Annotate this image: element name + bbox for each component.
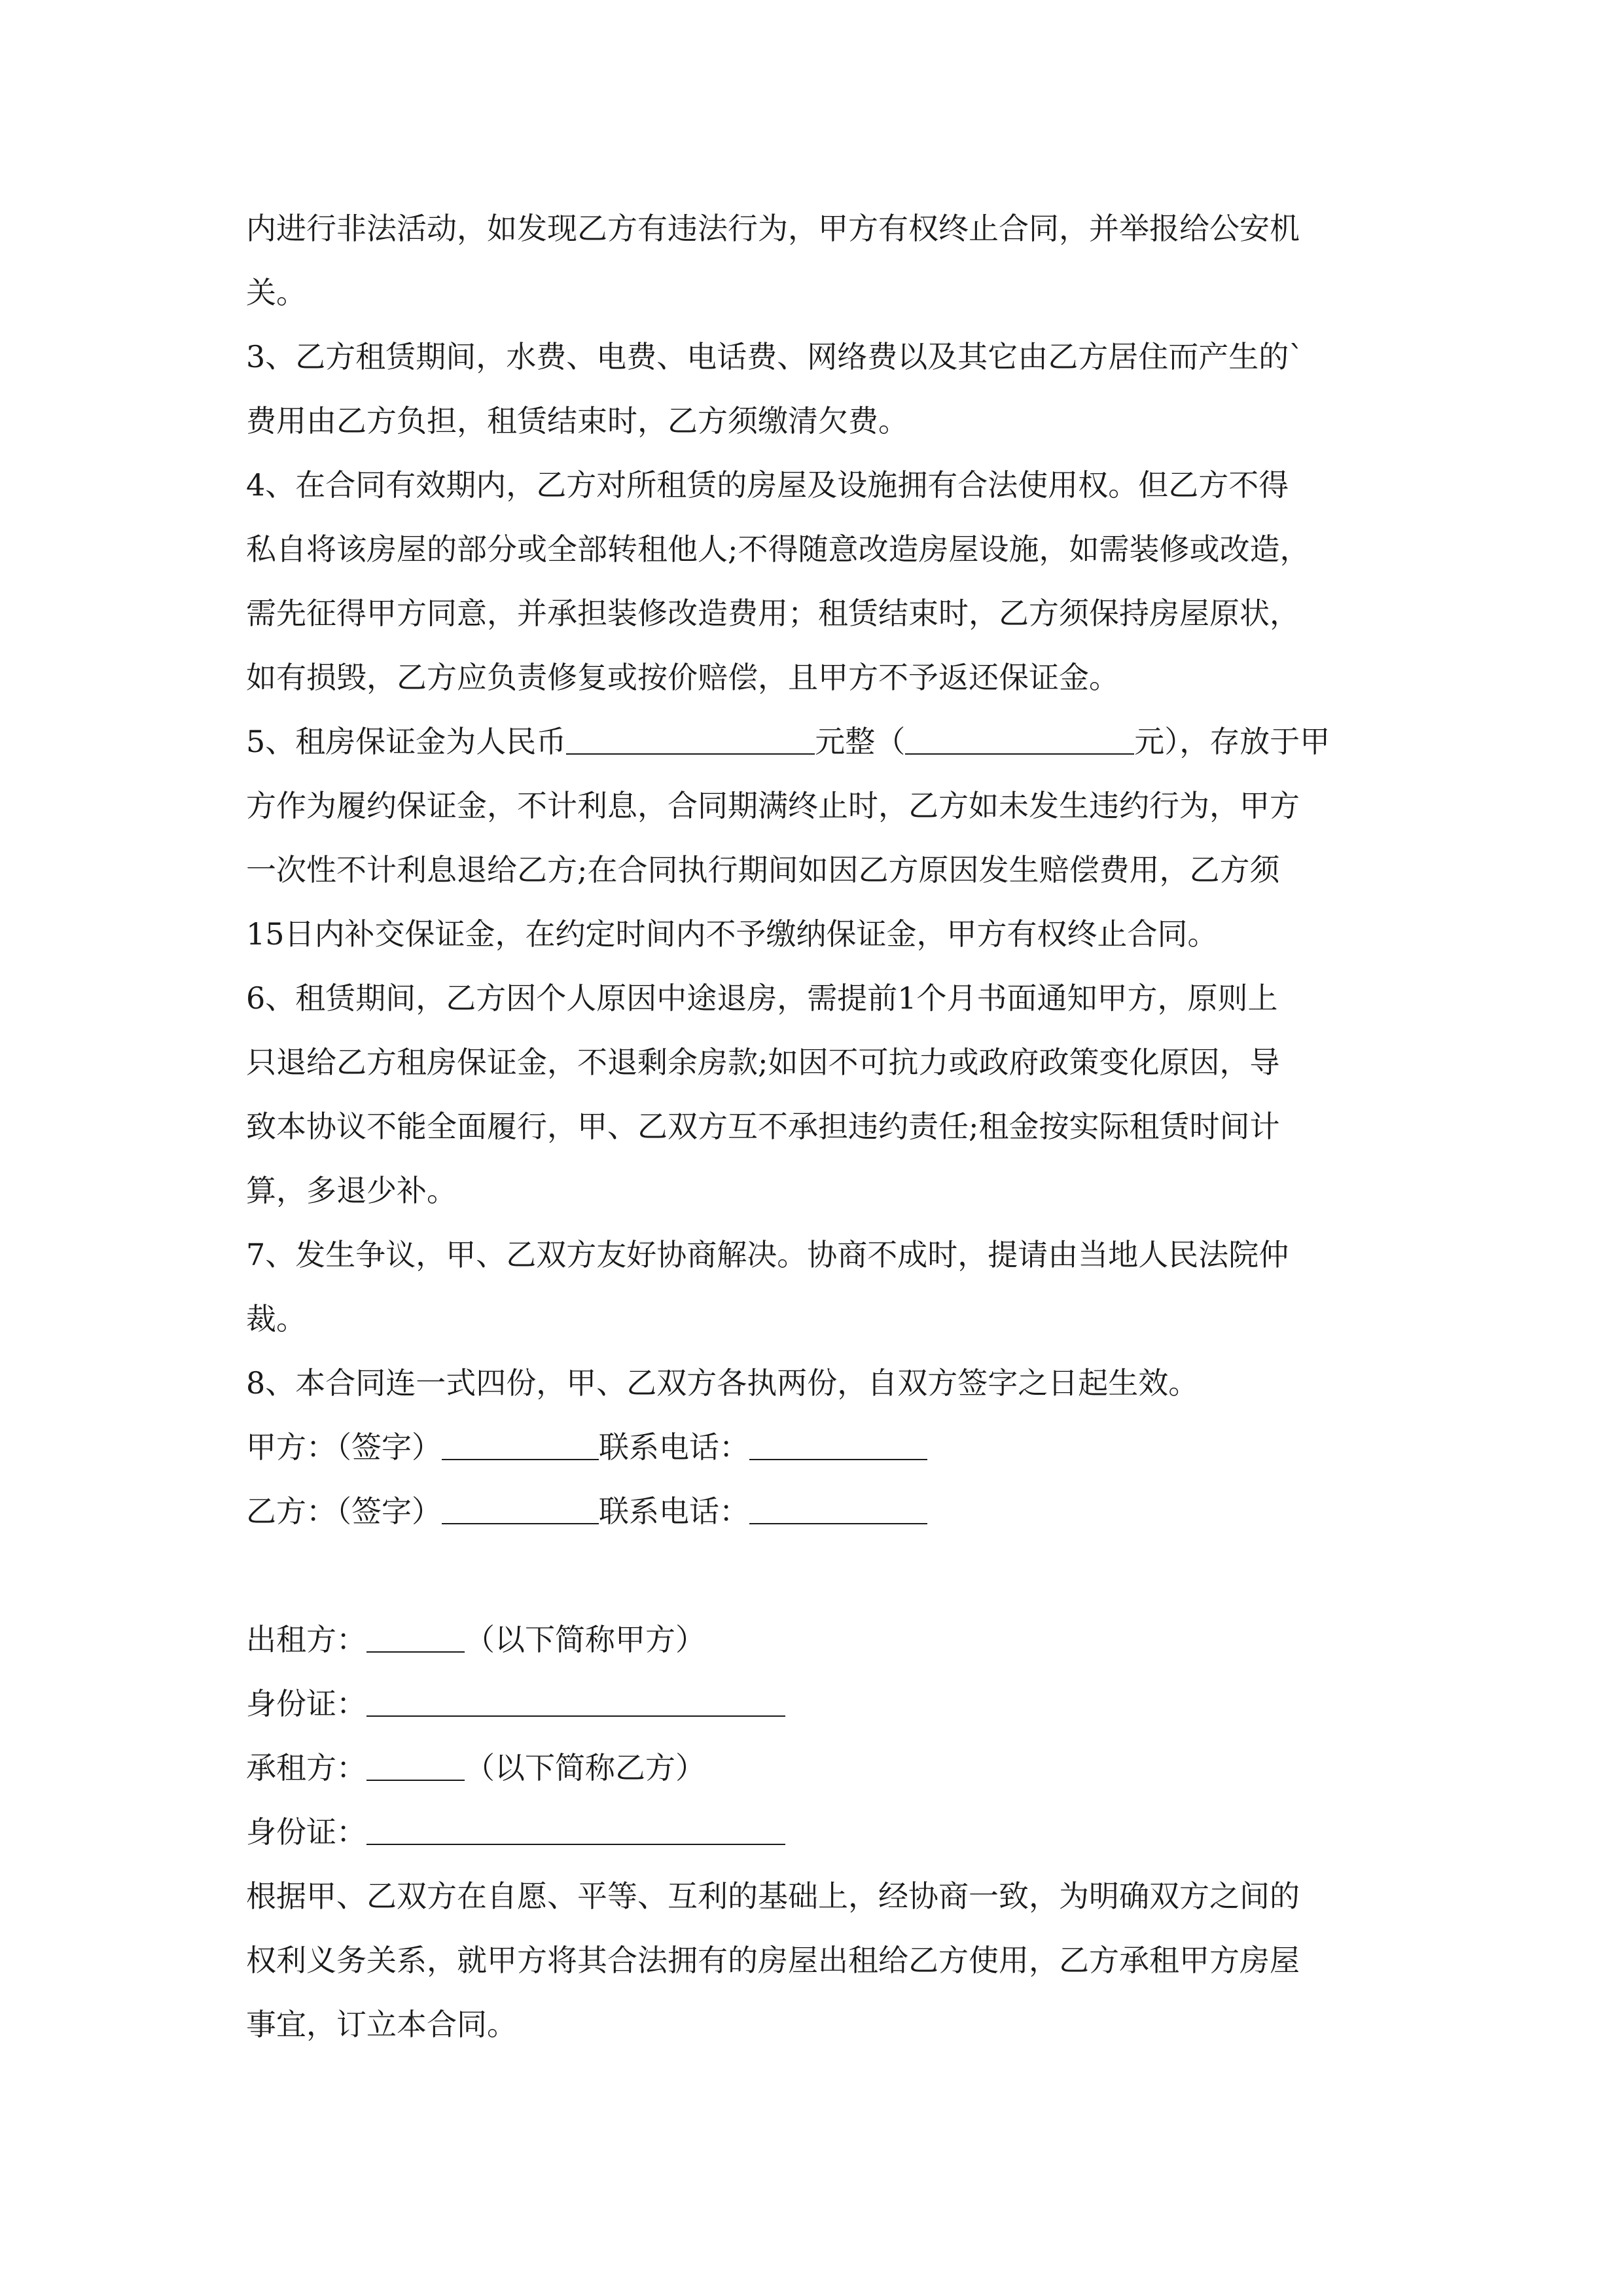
clause5-prefix: 5、租房保证金为人民币 bbox=[246, 724, 567, 759]
clause3-line-1: 3、乙方租赁期间，水费、电费、电话费、网络费以及其它由乙方居住而产生的` bbox=[246, 339, 1304, 374]
preamble-line-2: 权利义务关系，就甲方将其合法拥有的房屋出租给乙方使用，乙方承租甲方房屋 bbox=[246, 1943, 1300, 1978]
clause6-line-3: 致本协议不能全面履行，甲、乙双方互不承担违约责任;租金按实际租赁时间计 bbox=[246, 1109, 1280, 1144]
party-b-phone-blank[interactable] bbox=[749, 1497, 927, 1524]
contract-page bbox=[246, 196, 1385, 2056]
clause6-line-1: 6、租赁期间，乙方因个人原因中途退房，需提前1个月书面通知甲方，原则上 bbox=[246, 980, 1278, 1016]
party-b-signature-blank[interactable] bbox=[442, 1497, 599, 1524]
party-b-signature-row bbox=[246, 1479, 1385, 1543]
clause2-tail-line-2: 关。 bbox=[246, 275, 306, 310]
lessor-id-row bbox=[246, 1672, 1385, 1736]
clause6-line-4: 算，多退少补。 bbox=[246, 1173, 457, 1208]
clause5-mid: 元整（ bbox=[815, 724, 906, 759]
party-a-signature-label: 甲方：（签字） bbox=[246, 1429, 442, 1465]
clause8-line: 8、本合同连一式四份，甲、乙双方各执两份，自双方签字之日起生效。 bbox=[246, 1365, 1199, 1401]
lessor-name-blank[interactable] bbox=[366, 1625, 465, 1653]
clause4-line-3: 需先征得甲方同意，并承担装修改造费用；租赁结束时，乙方须保持房屋原状， bbox=[246, 596, 1300, 631]
lessor-label: 出租方： bbox=[246, 1622, 366, 1657]
lessee-id-row bbox=[246, 1800, 1385, 1864]
deposit-number-blank[interactable] bbox=[905, 727, 1134, 755]
clause5-line-2: 方作为履约保证金，不计利息，合同期满终止时，乙方如未发生违约行为，甲方 bbox=[246, 788, 1300, 823]
clause3-line-2: 费用由乙方负担，租赁结束时，乙方须缴清欠费。 bbox=[246, 403, 908, 439]
preamble-line-3: 事宜，订立本合同。 bbox=[246, 2007, 517, 2042]
lessee-name-blank[interactable] bbox=[366, 1753, 465, 1781]
preamble-line-1: 根据甲、乙双方在自愿、平等、互利的基础上，经协商一致，为明确双方之间的 bbox=[246, 1878, 1300, 1914]
clause2-tail-line-1: 内进行非法活动，如发现乙方有违法行为，甲方有权终止合同，并举报给公安机 bbox=[246, 211, 1300, 246]
clause5-line-4: 15日内补交保证金，在约定时间内不予缴纳保证金，甲方有权终止合同。 bbox=[246, 916, 1218, 952]
clause5-line-1 bbox=[246, 709, 1385, 774]
clause7-line-2: 裁。 bbox=[246, 1301, 306, 1336]
lessee-label: 承租方： bbox=[246, 1750, 366, 1785]
lessee-row bbox=[246, 1736, 1385, 1800]
lessor-id-label: 身份证： bbox=[246, 1686, 366, 1721]
section-gap bbox=[246, 1543, 1385, 1607]
clause5-suffix: 元），存放于甲 bbox=[1134, 724, 1330, 759]
lessor-suffix: （以下简称甲方） bbox=[465, 1622, 705, 1657]
clause5-line-3: 一次性不计利息退给乙方;在合同执行期间如因乙方原因发生赔偿费用，乙方须 bbox=[246, 852, 1280, 888]
clause4-line-1: 4、在合同有效期内，乙方对所租赁的房屋及设施拥有合法使用权。但乙方不得 bbox=[246, 467, 1289, 503]
party-b-signature-label: 乙方：（签字） bbox=[246, 1494, 442, 1529]
clause4-line-4: 如有损毁，乙方应负责修复或按价赔偿，且甲方不予返还保证金。 bbox=[246, 660, 1119, 695]
party-a-phone-blank[interactable] bbox=[749, 1433, 927, 1460]
lessee-id-blank[interactable] bbox=[366, 1818, 785, 1845]
party-a-signature-row bbox=[246, 1415, 1385, 1479]
lessor-row bbox=[246, 1607, 1385, 1672]
party-a-signature-blank[interactable] bbox=[442, 1433, 599, 1460]
party-a-phone-label: 联系电话： bbox=[599, 1429, 749, 1465]
clause4-line-2: 私自将该房屋的部分或全部转租他人;不得随意改造房屋设施，如需装修或改造， bbox=[246, 531, 1310, 567]
party-b-phone-label: 联系电话： bbox=[599, 1494, 749, 1529]
lessee-suffix: （以下简称乙方） bbox=[465, 1750, 705, 1785]
deposit-amount-blank[interactable] bbox=[566, 727, 815, 755]
lessor-id-blank[interactable] bbox=[366, 1689, 785, 1717]
lessee-id-label: 身份证： bbox=[246, 1814, 366, 1850]
clause7-line-1: 7、发生争议，甲、乙双方友好协商解决。协商不成时，提请由当地人民法院仲 bbox=[246, 1237, 1289, 1272]
clause6-line-2: 只退给乙方租房保证金，不退剩余房款;如因不可抗力或政府政策变化原因，导 bbox=[246, 1045, 1280, 1080]
